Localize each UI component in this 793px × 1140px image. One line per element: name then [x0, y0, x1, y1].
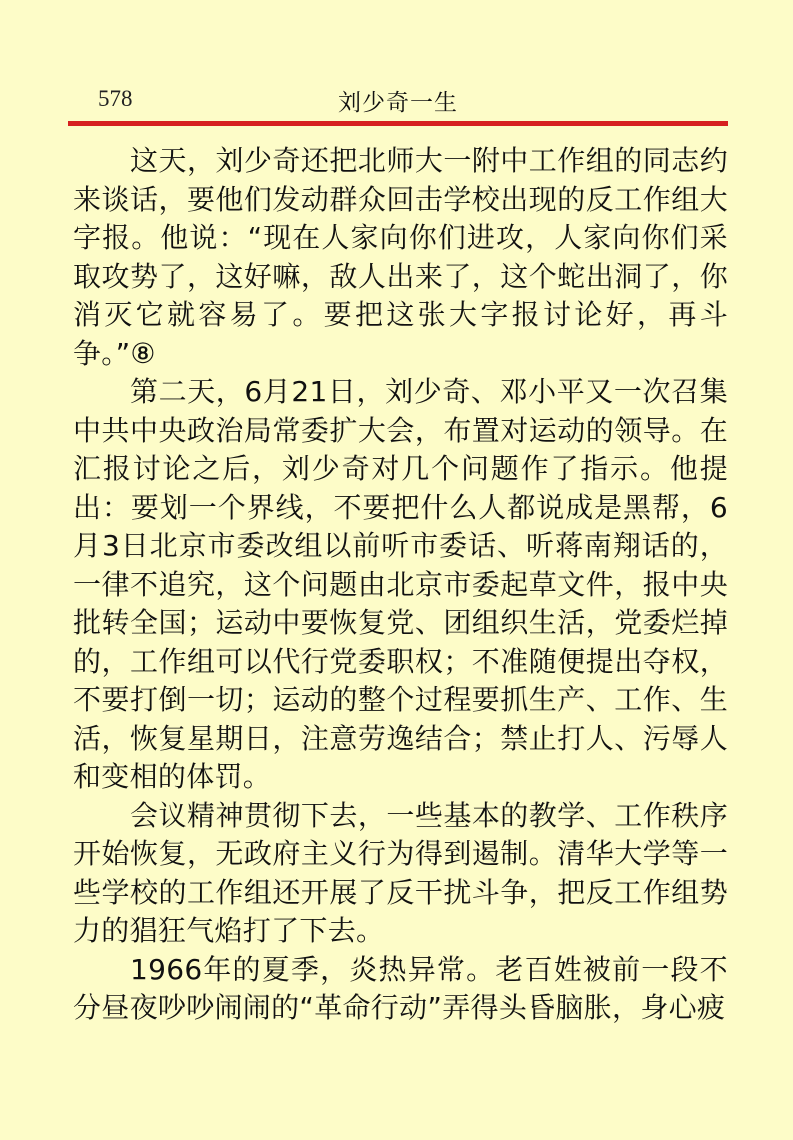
paragraph: 会议精神贯彻下去，一些基本的教学、工作秩序开始恢复，无政府主义行为得到遏制。清华大学等一些学校的工作组还开展了反干扰斗争，把反工作组势力的猖狂气焰打了下去。	[73, 798, 728, 947]
page-number: 578	[98, 86, 133, 111]
running-title: 刘少奇一生	[338, 90, 458, 116]
paragraph: 1966年的夏季，炎热异常。老百姓被前一段不分昼夜吵吵闹闹的“革命行动”弄得头昏脑胀，身心疲	[73, 952, 728, 1024]
paragraph: 这天，刘少奇还把北师大一附中工作组的同志约来谈话，要他们发动群众回击学校出现的反工作组大字报。他说：“现在人家向你们进攻，人家向你们采取攻势了，这好嘛，敌人出来了，这个蛇出洞了，你消灭它就容易了。要把这张大字报讨论好，再斗争。”⑧	[73, 144, 728, 370]
paragraph: 第二天，6月21日，刘少奇、邓小平又一次召集中共中央政治局常委扩大会，布置对运动的领导。在汇报讨论之后，刘少奇对几个问题作了指示。他提出：要划一个界线，不要把什么人都说成是黑帮，6月3日北京市委改组以前听市委话、听蒋南翔话的，一律不追究，这个问题由北京市委起草文件，报中央批转全国；运动中要恢复党、团组织生活，党委烂掉的，工作组可以代行党委职权；不准随便提出夺权，不要打倒一切；运动的整个过程要抓生产、工作、生活，恢复星期日，注意劳逸结合；禁止打人、污辱人和变相的体罚。	[73, 375, 728, 793]
page-header	[68, 84, 728, 118]
header-rule	[68, 121, 728, 126]
body-text	[73, 142, 728, 1028]
